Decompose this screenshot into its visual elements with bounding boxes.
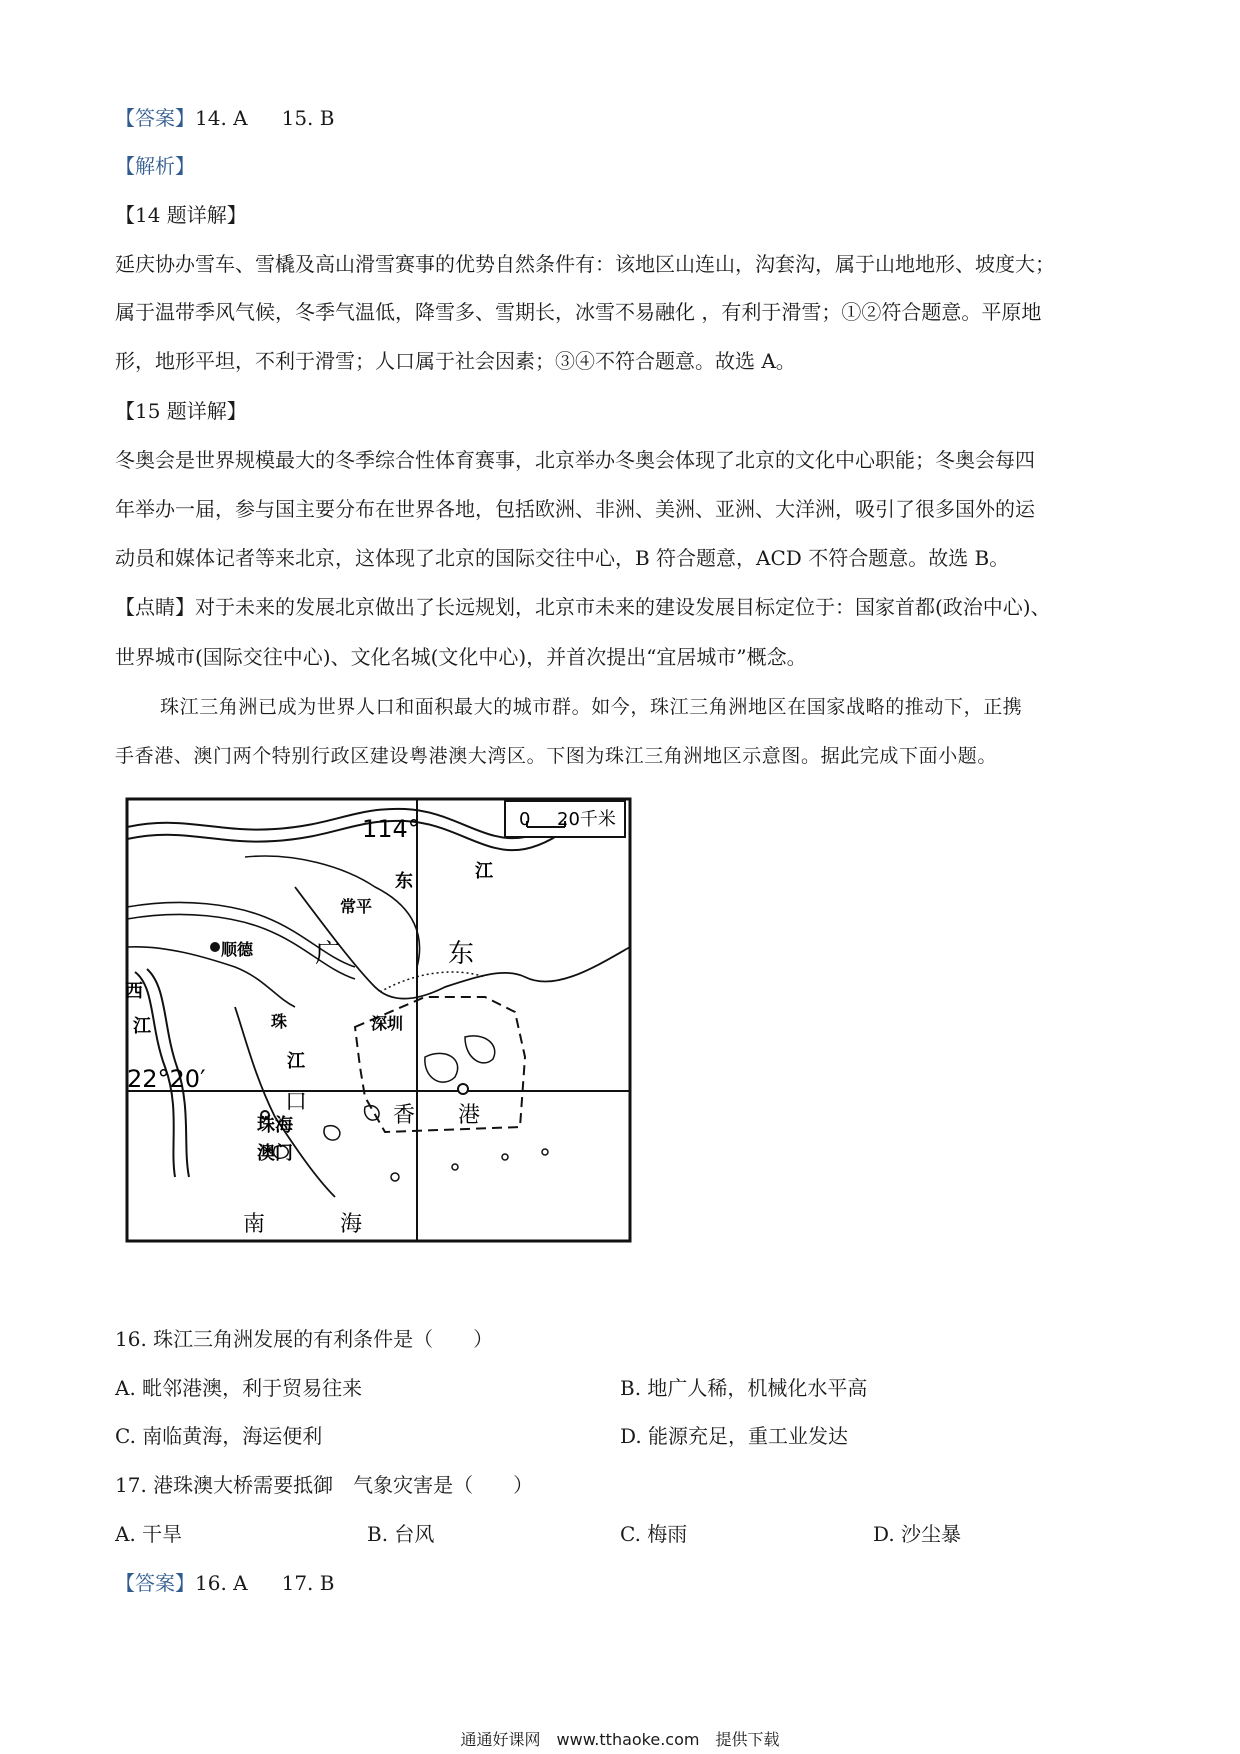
q17-option-d[interactable]: D. 沙尘暴 xyxy=(873,1522,962,1546)
scale-zero: 0 xyxy=(519,809,531,830)
q15-line-3: 动员和媒体记者等来北京，这体现了北京的国际交往中心，B 符合题意，ACD 不符合题意。故选 B。 xyxy=(115,546,1010,570)
river-branch-4 xyxy=(127,947,295,1007)
label-shenzhen: 深圳 xyxy=(371,1014,404,1033)
analysis-tag: 【解析】 xyxy=(115,154,195,178)
island-5 xyxy=(452,1164,458,1170)
hongkong-dot xyxy=(458,1084,468,1094)
lon-label: 114° xyxy=(362,815,420,843)
label-dongjiang-2: 江 xyxy=(475,861,493,882)
label-xiang: 香 xyxy=(393,1103,416,1128)
q16-option-a[interactable]: A. 毗邻港澳，利于贸易往来 xyxy=(115,1376,363,1400)
label-xijiang-2: 江 xyxy=(133,1016,151,1037)
island-7 xyxy=(542,1149,548,1155)
pearl-river-delta-map xyxy=(125,797,632,1243)
island-6 xyxy=(502,1154,508,1160)
q17-option-a[interactable]: A. 干旱 xyxy=(115,1522,183,1546)
label-zhujiang-3: 口 xyxy=(285,1090,308,1115)
q16-stem: 16. 珠江三角洲发展的有利条件是（ ） xyxy=(115,1327,494,1351)
island-lantau xyxy=(425,1053,458,1082)
q16-option-d[interactable]: D. 能源充足，重工业发达 xyxy=(620,1424,849,1448)
label-aomen: 澳门 xyxy=(257,1143,293,1164)
q15-line-1: 冬奥会是世界规模最大的冬季综合性体育赛事，北京举办冬奥会体现了北京的文化中心职能；冬奥会每四 xyxy=(115,448,1035,472)
answer-17: 17. B xyxy=(281,1571,335,1595)
label-hai: 海 xyxy=(340,1212,363,1237)
dianjing-line-1: 【点睛】对于未来的发展北京做出了长远规划，北京市未来的建设发展目标定位于：国家首都(政治中心)、 xyxy=(115,595,1051,619)
label-xijiang-1: 西 xyxy=(125,981,143,1002)
q14-line-3: 形，地形平坦，不利于滑雪；人口属于社会因素；③④不符合题意。故选 A。 xyxy=(115,349,796,373)
label-dong: 东 xyxy=(448,939,475,969)
intro-line-1: 珠江三角洲已成为世界人口和面积最大的城市群。如今，珠江三角洲地区在国家战略的推动下，正携 xyxy=(160,696,1023,718)
label-gang: 港 xyxy=(458,1103,481,1128)
answer-14: 14. A xyxy=(195,106,248,130)
answer-line-1 xyxy=(115,104,334,132)
lat-label: 22°20′ xyxy=(127,1065,206,1093)
q15-line-2: 年举办一届，参与国主要分布在世界各地，包括欧洲、非洲、美洲、亚洲、大洋洲，吸引了很多国外的运 xyxy=(115,497,1035,521)
scale-label: 20千米 xyxy=(557,809,616,830)
answer-tag: 【答案】 xyxy=(115,106,195,130)
label-zhujiang-1: 珠 xyxy=(271,1012,288,1031)
q16-option-b[interactable]: B. 地广人稀，机械化水平高 xyxy=(620,1376,868,1400)
q16-option-c[interactable]: C. 南临黄海，海运便利 xyxy=(115,1424,323,1448)
page-footer: 通通好课网 www.tthaoke.com 提供下载 xyxy=(460,1730,780,1749)
q14-line-1: 延庆协办雪车、雪橇及高山滑雪赛事的优势自然条件有：该地区山连山，沟套沟，属于山地地形、坡度大； xyxy=(115,252,1055,276)
label-dongjiang-1: 东 xyxy=(395,871,413,892)
q14-line-2: 属于温带季风气候，冬季气温低，降雪多、雪期长，冰雪不易融化 ，有利于滑雪；①②符合题意。平原地 xyxy=(115,300,1042,324)
q17-stem: 17. 港珠澳大桥需要抵御 气象灾害是（ ） xyxy=(115,1473,534,1497)
label-guang: 广 xyxy=(315,939,342,969)
dianjing-line-2: 世界城市(国际交往中心)、文化名城(文化中心)，并首次提出“宜居城市”概念。 xyxy=(115,645,807,669)
answer-16: 16. A xyxy=(195,1571,248,1595)
island-2 xyxy=(324,1126,340,1140)
shenzhen-border xyxy=(380,972,485,992)
answer-tag-2: 【答案】 xyxy=(115,1571,195,1595)
label-shunde: 顺德 xyxy=(221,940,254,959)
island-hk xyxy=(465,1036,495,1063)
q15-title: 【15 题详解】 xyxy=(115,399,247,423)
label-changping: 常平 xyxy=(340,897,373,916)
q14-title: 【14 题详解】 xyxy=(115,203,247,227)
answer-15: 15. B xyxy=(281,106,335,130)
label-nan: 南 xyxy=(243,1212,266,1237)
intro-line-2: 手香港、澳门两个特别行政区建设粤港澳大湾区。下图为珠江三角洲地区示意图。据此完成下面小题。 xyxy=(115,745,998,767)
q17-option-b[interactable]: B. 台风 xyxy=(367,1522,435,1546)
q17-option-c[interactable]: C. 梅雨 xyxy=(620,1522,688,1546)
island-4 xyxy=(391,1173,399,1181)
label-zhuhai: 珠海 xyxy=(257,1115,293,1136)
label-zhujiang-2: 江 xyxy=(287,1051,305,1072)
shunde-dot xyxy=(210,942,220,952)
answer-line-2 xyxy=(115,1569,334,1597)
